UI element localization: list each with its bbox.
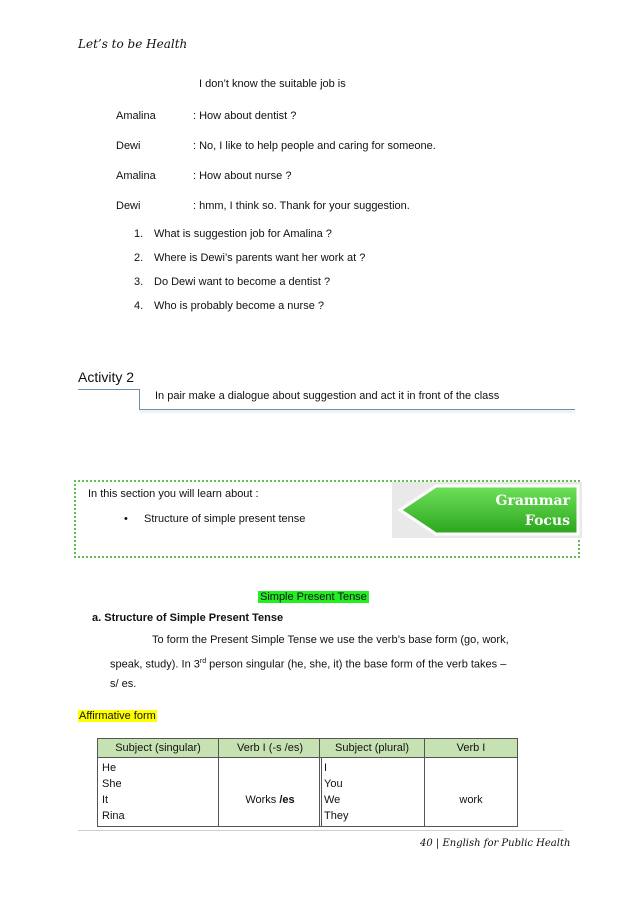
superscript-rd: rd (199, 658, 207, 665)
subject: I (324, 762, 328, 774)
grammar-box-item (124, 513, 305, 525)
paragraph-line (110, 651, 506, 676)
paragraph-line: To form the Present Simple Tense we use the verb’s base form (go, work, (152, 634, 509, 646)
question-text: What is suggestion job for Amalina ? (154, 228, 332, 240)
table-header: Verb I (425, 739, 518, 758)
verb-suffix: /es (279, 794, 295, 806)
subject: They (324, 810, 349, 822)
dialogue-text: : No, I like to help people and caring for someone. (193, 140, 436, 152)
subject-cell (320, 758, 425, 827)
question-text: Who is probably become a nurse ? (154, 300, 324, 312)
question-item (134, 228, 332, 240)
grammar-box-intro: In this section you will learn about : (88, 488, 259, 500)
activity-divider (139, 409, 575, 410)
structure-heading: a. Structure of Simple Present Tense (92, 612, 284, 624)
question-number: 1. (134, 228, 144, 240)
verb-cell (425, 758, 518, 827)
question-number: 3. (134, 276, 144, 288)
speaker-name: Dewi (116, 140, 141, 152)
dialogue-text: : How about dentist ? (193, 110, 297, 122)
subject: He (102, 762, 117, 774)
question-item (134, 252, 365, 264)
plural-table (319, 738, 518, 827)
paragraph-text: person singular (he, she, it) the base form of the verb takes – (206, 658, 507, 671)
question-text: Where is Dewi’s parents want her work at ? (154, 252, 366, 264)
table-header: Verb I (-s /es) (219, 739, 322, 758)
section-title: Simple Present Tense (260, 591, 367, 603)
paragraph-line: s/ es. (110, 678, 137, 690)
question-item (134, 276, 330, 288)
subject: She (102, 778, 122, 790)
page-header-title: Let’s to be Health (78, 37, 188, 51)
grammar-focus-badge (392, 478, 582, 542)
subject: Rina (102, 810, 125, 822)
badge-line1: Grammar (495, 493, 570, 509)
verb: work (459, 794, 483, 806)
bullet-icon: • (124, 513, 128, 525)
speaker-name: Amalina (116, 170, 156, 182)
subject: You (324, 778, 343, 790)
grammar-box-item-text: Structure of simple present tense (144, 513, 306, 525)
badge-line2: Focus (524, 513, 570, 529)
table-header: Subject (plural) (320, 739, 425, 758)
activity-divider (78, 389, 140, 390)
paragraph-text: speak, study). In 3 (110, 658, 200, 671)
question-item (134, 300, 324, 312)
verb-plain: Works (245, 794, 280, 806)
activity-title: Activity 2 (78, 369, 135, 385)
singular-table (97, 738, 322, 827)
question-number: 4. (134, 300, 144, 312)
speaker-name: Amalina (116, 110, 156, 122)
speaker-name: Dewi (116, 200, 141, 212)
footer-page-info: 40 | English for Public Health (420, 838, 571, 849)
subject-cell (98, 758, 219, 827)
dialogue-text: : hmm, I think so. Thank for your suggestion. (193, 200, 410, 212)
question-text: Do Dewi want to become a dentist ? (154, 276, 331, 288)
table-header: Subject (singular) (98, 739, 219, 758)
subject: We (324, 794, 341, 806)
question-number: 2. (134, 252, 144, 264)
dialogue-intro: I don’t know the suitable job is (199, 78, 346, 90)
activity-divider (139, 389, 140, 410)
affirmative-label: Affirmative form (79, 710, 156, 722)
subject: It (102, 794, 109, 806)
footer-divider (78, 830, 563, 831)
dialogue-text: : How about nurse ? (193, 170, 292, 182)
activity-instruction: In pair make a dialogue about suggestion and act it in front of the class (155, 390, 500, 402)
verb-cell (219, 758, 322, 827)
